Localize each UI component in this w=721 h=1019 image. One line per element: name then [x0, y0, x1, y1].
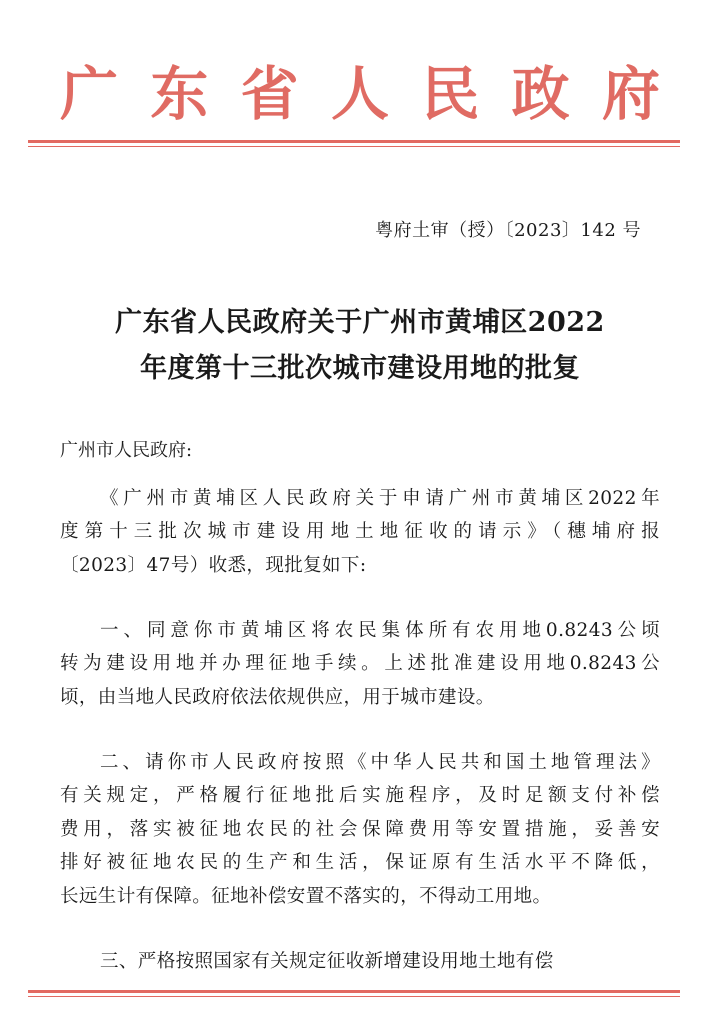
issuer-char: 政 — [511, 60, 570, 128]
paragraph-line: 一、同意你市黄埔区将农民集体所有农用地0.8243公顷 — [100, 620, 660, 641]
paragraph-item-2 — [60, 746, 660, 913]
issuer-char: 人 — [330, 60, 389, 128]
document-number: 粤府土审（授）〔2023〕142 号 — [375, 220, 641, 241]
issuer-header — [60, 58, 660, 130]
header-divider-thick — [28, 140, 680, 143]
paragraph-line: 〔2023〕47号）收悉，现批复如下: — [60, 554, 367, 576]
document-title — [70, 300, 650, 392]
paragraph-line: 排好被征地农民的生产和生活，保证原有生活水平不降低， — [60, 852, 660, 874]
paragraph-line: 转为建设用地并办理征地手续。上述批准建设用地0.8243公 — [60, 653, 660, 675]
paragraph-line: 费用，落实被征地农民的社会保障费用等安置措施，妥善安 — [60, 818, 660, 840]
issuer-char: 省 — [240, 60, 299, 128]
issuer-char: 东 — [150, 60, 209, 128]
paragraph-line: 有关规定，严格履行征地批后实施程序，及时足额支付补偿 — [60, 785, 660, 807]
document-title-line: 年度第十三批次城市建设用地的批复 — [140, 353, 580, 384]
footer-divider-thick — [28, 990, 680, 993]
paragraph-line: 《广州市黄埔区人民政府关于申请广州市黄埔区2022年 — [100, 488, 660, 509]
paragraph-item-1 — [60, 614, 660, 714]
paragraph-line: 三、严格按照国家有关规定征收新增建设用地土地有偿 — [100, 951, 554, 972]
document-title-line: 广东省人民政府关于广州市黄埔区2022 — [115, 307, 605, 338]
paragraph-request — [60, 482, 660, 582]
salutation: 广州市人民政府: — [60, 440, 193, 461]
issuer-char: 府 — [601, 60, 660, 128]
issuer-char: 民 — [421, 60, 480, 128]
footer-divider-thin — [28, 996, 680, 997]
paragraph-item-3 — [60, 945, 660, 978]
paragraph-line: 二、请你市人民政府按照《中华人民共和国土地管理法》 — [100, 752, 660, 773]
header-divider-thin — [28, 146, 680, 147]
paragraph-line: 顷，由当地人民政府依法依规供应，用于城市建设。 — [60, 686, 495, 708]
paragraph-line: 度第十三批次城市建设用地土地征收的请示》（穗埔府报 — [60, 521, 660, 543]
issuer-char: 广 — [60, 60, 119, 128]
paragraph-line: 长远生计有保障。征地补偿安置不落实的，不得动工用地。 — [60, 885, 552, 907]
